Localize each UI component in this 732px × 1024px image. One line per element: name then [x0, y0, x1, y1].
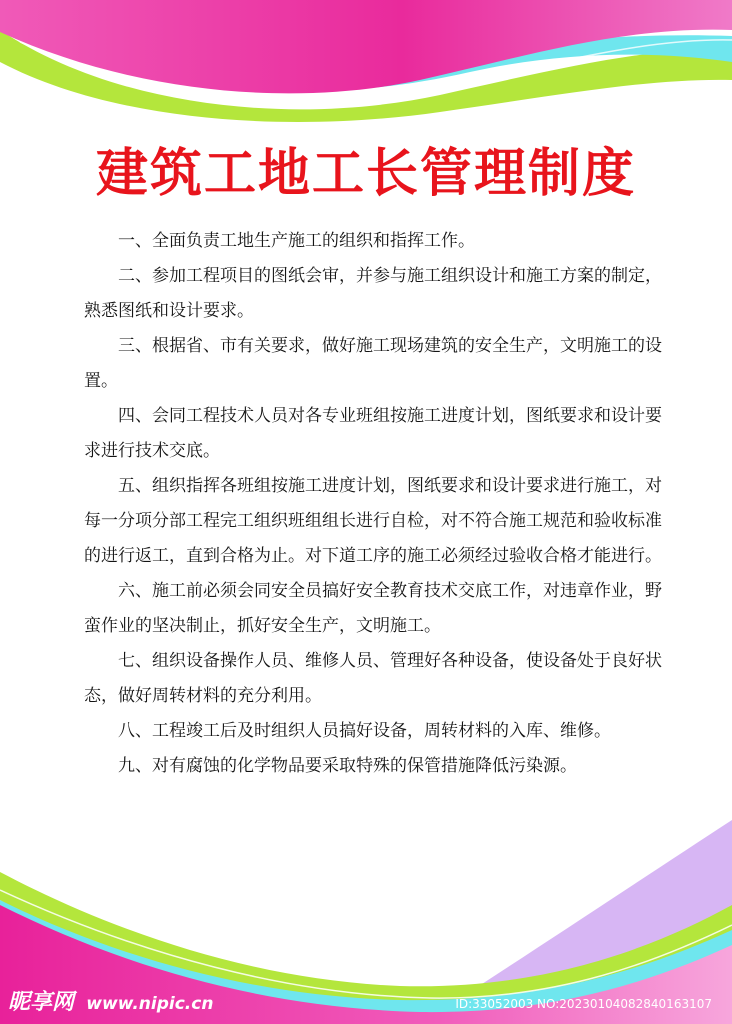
rule-item: 一、全面负责工地生产施工的组织和指挥工作。	[118, 231, 475, 251]
rule-item: 五、组织指挥各班组按施工进度计划，图纸要求和设计要求进行施工，对每一分项分部工程完工组织班组组长进行自检，对不符合施工规范和验收标准的进行返工，直到合格为止。对下道工序的施工必须经过验收合格才能进行。	[84, 476, 662, 566]
page-title: 建筑工地工长管理制度	[95, 144, 636, 204]
watermark-url: www.nipic.cn	[86, 994, 214, 1014]
watermark-brand: 昵享网	[8, 990, 75, 1015]
rule-item: 二、参加工程项目的图纸会审，并参与施工组织设计和施工方案的制定，熟悉图纸和设计要求。	[84, 266, 662, 321]
watermark-logo	[8, 990, 213, 1016]
rule-item: 三、根据省、市有关要求，做好施工现场建筑的安全生产，文明施工的设置。	[84, 336, 662, 391]
rule-item: 六、施工前必须会同安全员搞好安全教育技术交底工作，对违章作业，野蛮作业的坚决制止，抓好安全生产，文明施工。	[84, 581, 662, 636]
rules-list	[84, 224, 666, 784]
watermark-id: ID:33052003 NO:20230104082840163107	[455, 997, 712, 1011]
rule-item: 七、组织设备操作人员、维修人员、管理好各种设备，使设备处于良好状态，做好周转材料的充分利用。	[84, 651, 662, 706]
rule-item: 九、对有腐蚀的化学物品要采取特殊的保管措施降低污染源。	[118, 756, 577, 776]
rule-item: 四、会同工程技术人员对各专业班组按施工进度计划，图纸要求和设计要求进行技术交底。	[84, 406, 662, 461]
rule-item: 八、工程竣工后及时组织人员搞好设备，周转材料的入库、维修。	[118, 721, 611, 741]
